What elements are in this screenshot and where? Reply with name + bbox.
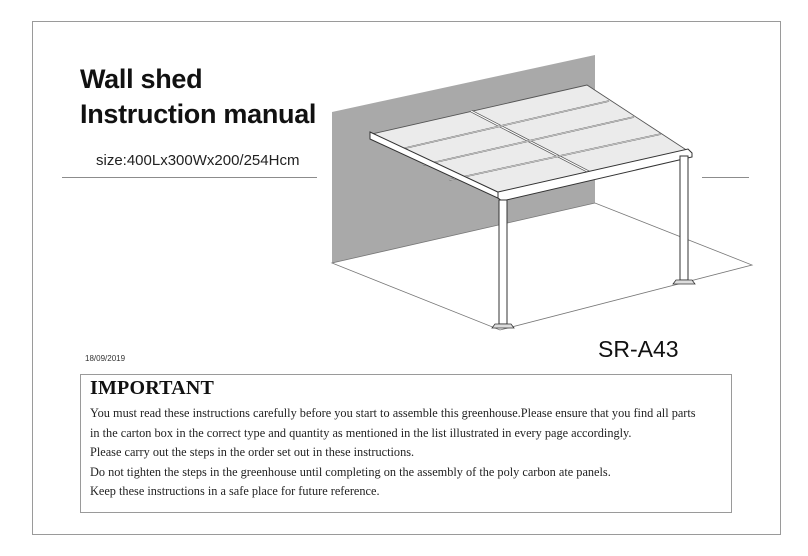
post-foot-left xyxy=(492,324,514,328)
notice-line: in the carton box in the correct type and quantity as mentioned in the list illustrated in every page accordingly. xyxy=(90,425,632,440)
date-label: 18/09/2019 xyxy=(85,354,126,363)
important-heading: IMPORTANT xyxy=(90,377,215,399)
title-line-2: Instruction manual xyxy=(80,99,317,129)
title-line-1: Wall shed xyxy=(80,64,203,94)
size-spec: size:400Lx300Wx200/254Hcm xyxy=(96,152,300,169)
divider-left xyxy=(62,177,317,178)
post-foot-right xyxy=(673,280,695,284)
notice-line: Do not tighten the steps in the greenhouse until completing on the assembly of the poly carbon ate panels. xyxy=(90,464,611,479)
important-text xyxy=(90,404,730,502)
front-left-post xyxy=(499,200,507,324)
wall-shed-illustration xyxy=(318,50,770,340)
front-right-post xyxy=(680,156,688,280)
notice-line: Please carry out the steps in the order set out in these instructions. xyxy=(90,445,415,459)
important-notice-box xyxy=(80,374,732,513)
notice-line: Keep these instructions in a safe place for future reference. xyxy=(90,484,380,498)
model-number: SR-A43 xyxy=(598,336,679,362)
notice-line: You must read these instructions carefully before you start to assemble this greenhouse.Please ensure that you find all parts xyxy=(90,406,696,420)
